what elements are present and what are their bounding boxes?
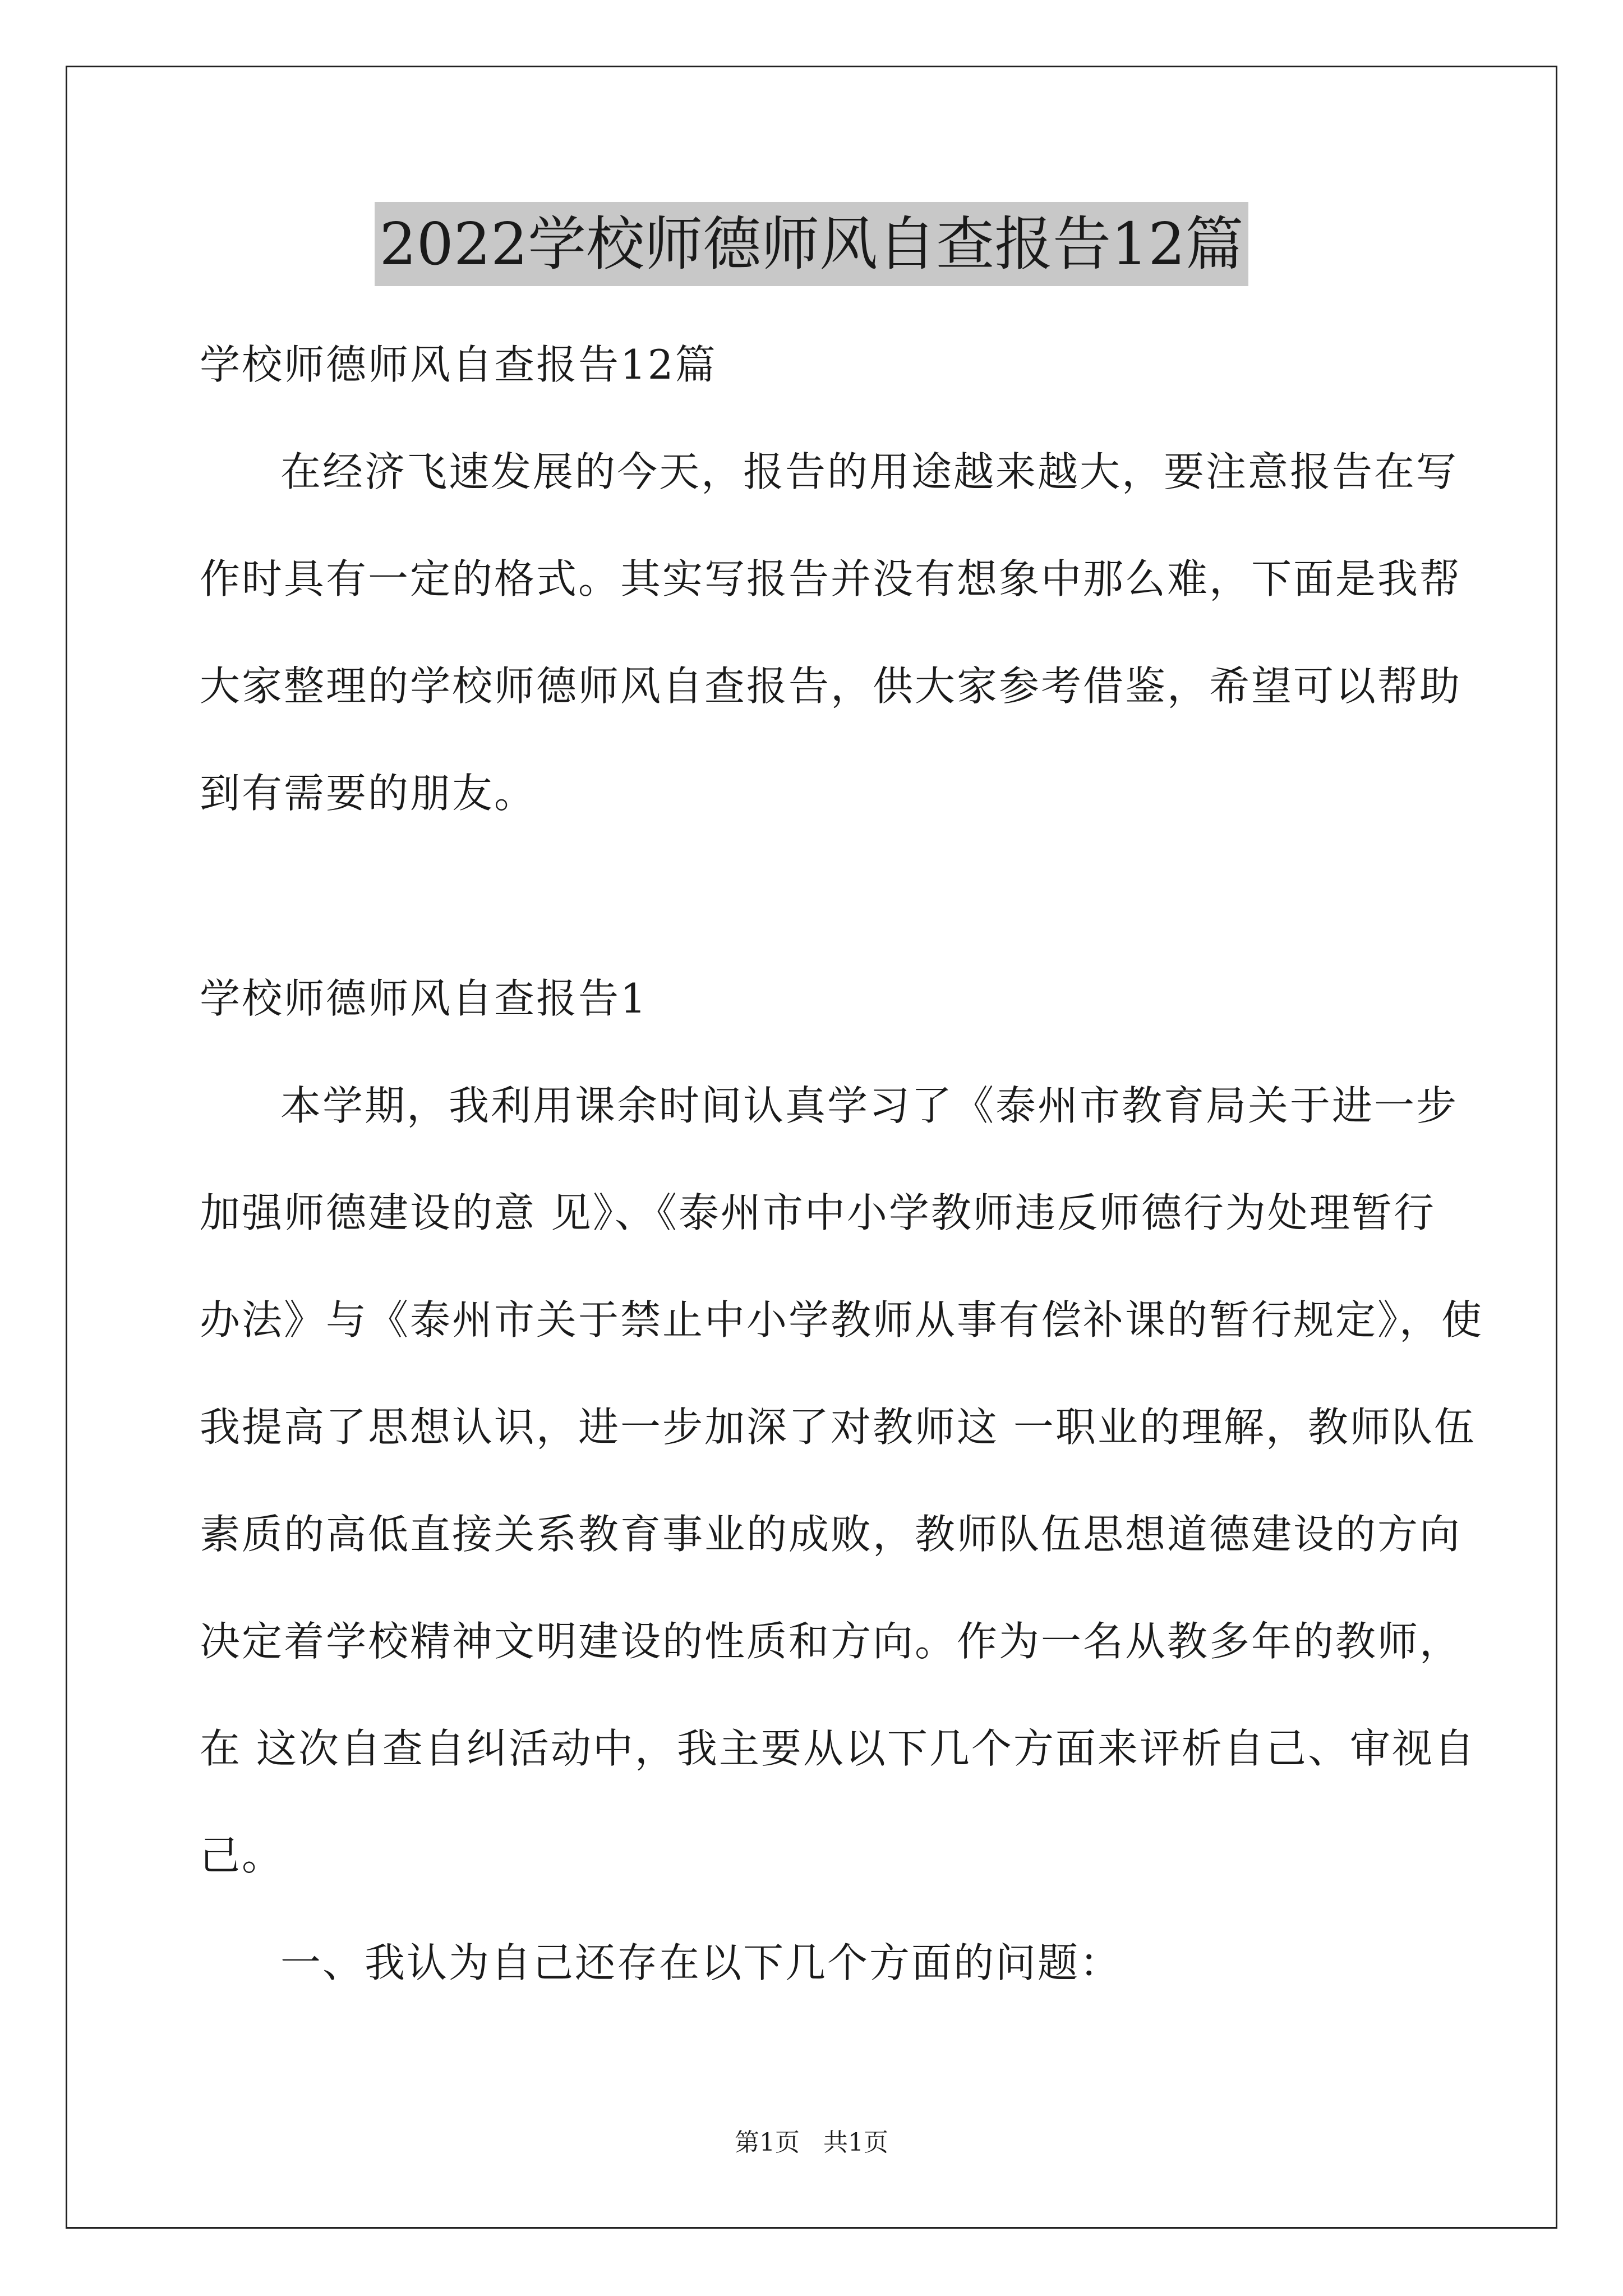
intro-line-1: 在经济飞速发展的今天，报告的用途越来越大，要注意报告在写 [280, 448, 1459, 495]
section-line-7: 在 这次自查自纠活动中，我主要从以下几个方面来评析自己、审视自 [200, 1725, 1476, 1772]
intro-line-2: 作时具有一定的格式。其实写报告并没有想象中那么难，下面是我帮 [200, 555, 1462, 602]
point-one: 一、我认为自己还存在以下几个方面的问题： [280, 1939, 1122, 1986]
page-footer [0, 2126, 1623, 2160]
section-line-8: 己。 [200, 1832, 284, 1879]
document-title: 2022学校师德师风自查报告12篇 [375, 202, 1248, 286]
document-subtitle: 学校师德师风自查报告12篇 [200, 341, 717, 388]
section-line-1: 本学期，我利用课余时间认真学习了《泰州市教育局关于进一步 [280, 1082, 1459, 1129]
intro-line-4: 到有需要的朋友。 [200, 770, 537, 817]
page-number: 第1页 [735, 2128, 800, 2157]
page-total: 共1页 [823, 2128, 888, 2157]
section-heading: 学校师德师风自查报告1 [200, 975, 648, 1022]
title-wrap [0, 202, 1623, 286]
section-line-2: 加强师德建设的意 见》、《泰州市中小学教师违反师德行为处理暂行 [200, 1189, 1436, 1236]
section-line-4: 我提高了思想认识，进一步加深了对教师这 一职业的理解，教师队伍 [200, 1404, 1476, 1451]
document-body [200, 311, 1484, 2017]
intro-line-3: 大家整理的学校师德师风自查报告，供大家参考借鉴，希望可以帮助 [200, 662, 1462, 710]
section-line-5: 素质的高低直接关系教育事业的成败，教师队伍思想道德建设的方向 [200, 1511, 1462, 1558]
section-line-6: 决定着学校精神文明建设的性质和方向。作为一名从教多年的教师， [200, 1618, 1462, 1665]
section-line-3: 办法》与《泰州市关于禁止中小学教师从事有偿补课的暂行规定》，使 [200, 1296, 1484, 1343]
